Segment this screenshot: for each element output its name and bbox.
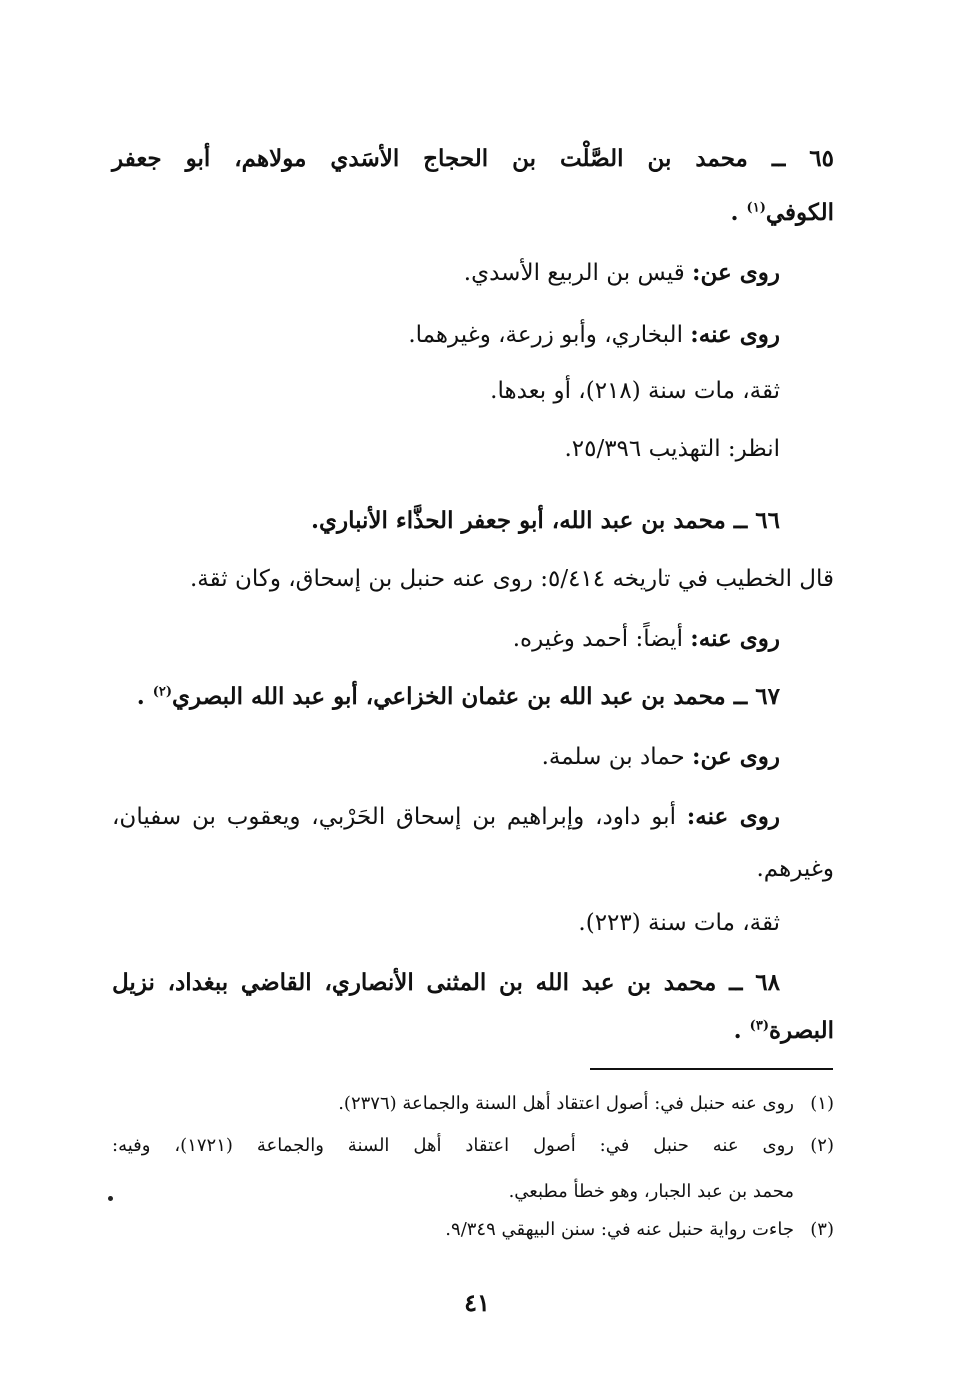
entry-65-reference: انظر: التهذيب ٢٥/٣٩٦. bbox=[564, 436, 780, 462]
entry-65-grading: ثقة، مات سنة (٢١٨)، أو بعدها. bbox=[490, 378, 780, 404]
entry-65-narrated-from: روى عن: قيس بن الربيع الأسدي. bbox=[463, 259, 780, 286]
entry-65-heading-cont: الكوفي$^{(١)}$ . bbox=[730, 199, 834, 226]
footnote-3: (٣)جاءت رواية حنبل عنه في: سنن البيهقي ٩/٣٤٩. bbox=[445, 1219, 834, 1240]
footnote-2-cont: محمد بن عبد الجبار، وهو خطأ مطبعي. bbox=[508, 1181, 794, 1202]
footnote-1: (١)روى عنه حنبل في: أصول اعتقاد أهل السنة والجماعة (٢٣٧٦). bbox=[338, 1093, 834, 1114]
entry-66-khatib-note: قال الخطيب في تاريخه ٥/٤١٤: روى عنه حنبل بن إسحاق، وكان ثقة. bbox=[189, 566, 834, 592]
entry-67-narrated-from: روى عن: حماد بن سلمة. bbox=[541, 743, 780, 770]
entry-67-narrated-by-cont: وغيرهم. bbox=[756, 856, 834, 882]
stray-mark bbox=[108, 1196, 113, 1201]
entry-66-heading: ٦٦ ــ محمد بن عبد الله، أبو جعفر الحذَّاء الأنباري. bbox=[310, 507, 780, 534]
footnote-ref-3[interactable]: (٣) bbox=[749, 1018, 769, 1034]
entry-65-heading: ٦٥ ــ محمد بن الصَّلْت بن الحجاج الأسَدي مولاهم، أبو جعفر bbox=[112, 145, 834, 172]
entry-67-grading: ثقة، مات سنة (٢٢٣). bbox=[578, 910, 780, 936]
page-number: ٤١ bbox=[464, 1288, 490, 1317]
footnote-2: (٢)روى عنه حنبل في: أصول اعتقاد أهل السنة والجماعة (١٧٢١)، وفيه: bbox=[112, 1135, 834, 1156]
entry-68-heading-cont: البصرة$^{(٣)}$ . bbox=[733, 1017, 834, 1044]
entry-67-heading: ٦٧ ــ محمد بن عبد الله بن عثمان الخزاعي، أبو عبد الله البصري$^{(٢)}$ . bbox=[136, 683, 780, 710]
footnote-ref-1[interactable]: (١) bbox=[746, 200, 766, 216]
entry-66-narrated-by: روى عنه: أيضاً: أحمد وغيره. bbox=[512, 625, 780, 652]
entry-67-narrated-by: روى عنه: أبو داود، وإبراهيم بن إسحاق الحَرْبي، ويعقوب بن سفيان، bbox=[112, 803, 780, 830]
footnote-separator bbox=[590, 1068, 833, 1070]
footnote-ref-2[interactable]: (٢) bbox=[152, 684, 173, 700]
entry-65-narrated-by: روى عنه: البخاري، وأبو زرعة، وغيرهما. bbox=[408, 321, 780, 348]
entry-68-heading: ٦٨ ــ محمد بن عبد الله بن المثنى الأنصاري، القاضي ببغداد، نزيل bbox=[112, 969, 780, 996]
